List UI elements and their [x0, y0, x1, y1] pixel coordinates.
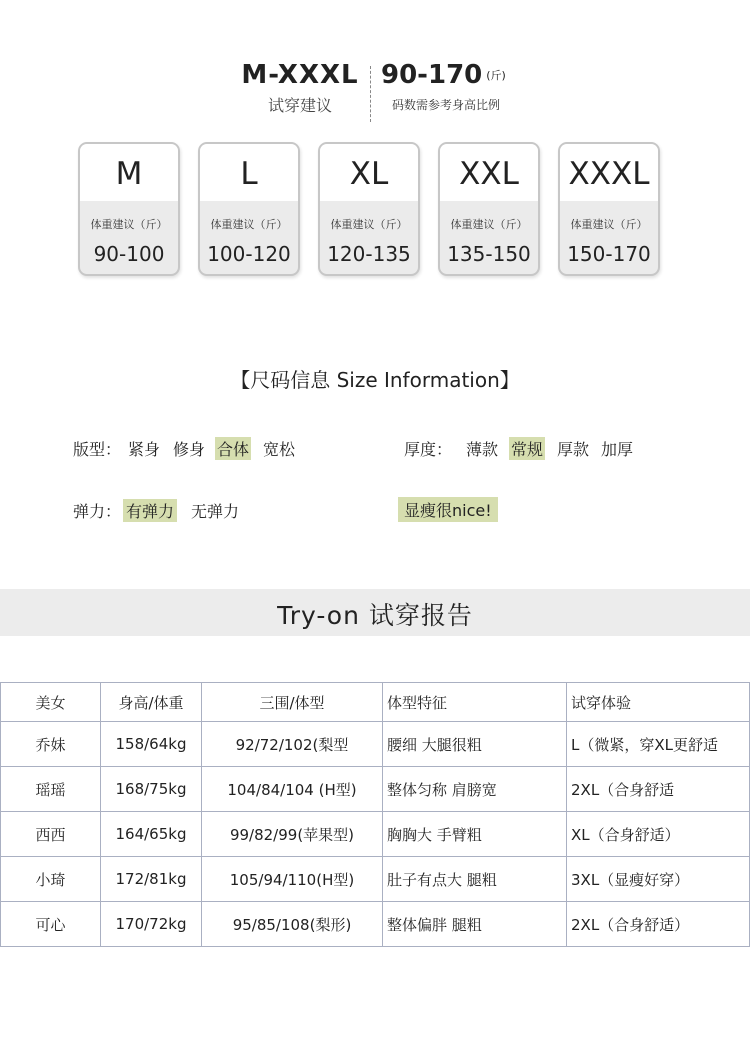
table-cell: 可心 [1, 902, 101, 947]
header-divider [370, 66, 371, 122]
size-card-l [198, 142, 300, 276]
table-cell: 肚子有点大 腿粗 [383, 857, 567, 902]
size-information-title: 【尺码信息 Size Information】 [230, 368, 520, 392]
table-cell: 腰细 大腿很粗 [383, 722, 567, 767]
tryon-table [0, 682, 750, 947]
header-cell: 美女 [1, 683, 101, 722]
card-size-label: L [240, 156, 258, 192]
table-cell: 99/82/99(苹果型) [202, 812, 383, 857]
thickness-label: 厚度： [404, 440, 453, 459]
weight-unit: (斤) [486, 69, 506, 82]
size-range-subtitle: 试穿建议 [267, 96, 332, 115]
table-cell: 乔妹 [1, 722, 101, 767]
thickness-option-thick: 厚款 [557, 440, 590, 459]
tryon-title: Try-on 试穿报告 [277, 601, 473, 630]
table-header-row [1, 683, 750, 722]
card-weight-caption: 体重建议（斤） [570, 218, 648, 231]
table-cell: 92/72/102(梨型 [202, 722, 383, 767]
table-cell: 小琦 [1, 857, 101, 902]
table-cell: 2XL（合身舒适 [567, 767, 750, 812]
table-cell: 西西 [1, 812, 101, 857]
table-cell: L（微紧，穿XL更舒适 [567, 722, 750, 767]
table-cell: 164/65kg [101, 812, 202, 857]
fit-label: 版型： [73, 440, 122, 459]
table-cell: 整体偏胖 腿粗 [383, 902, 567, 947]
table-cell: 瑶瑶 [1, 767, 101, 812]
elastic-option-no-stretch: 无弹力 [191, 502, 240, 521]
elastic-option-stretch-selected: 有弹力 [123, 499, 177, 522]
card-weight-caption: 体重建议（斤） [330, 218, 408, 231]
card-weight-value: 120-135 [327, 242, 411, 266]
card-size-label: XL [349, 156, 389, 192]
size-card-xl [318, 142, 420, 276]
header-cell: 体型特征 [383, 683, 567, 722]
weight-range-title [381, 60, 506, 90]
card-size-label: XXXL [568, 156, 650, 192]
weight-range-value: 90-170 [381, 60, 483, 90]
weight-range-note: 码数需参考身高比例 [392, 98, 501, 112]
thickness-option-thin: 薄款 [466, 440, 499, 459]
card-weight-caption: 体重建议（斤） [90, 218, 168, 231]
table-cell: 2XL（合身舒适） [567, 902, 750, 947]
header-cell: 身高/体重 [101, 683, 202, 722]
table-cell: 105/94/110(H型) [202, 857, 383, 902]
card-weight-value: 100-120 [207, 242, 291, 266]
card-weight-value: 90-100 [93, 242, 165, 266]
fit-option-regular-selected: 合体 [215, 437, 251, 460]
card-size-label: M [115, 156, 143, 192]
thickness-option-extra-thick: 加厚 [601, 440, 634, 459]
table-row [1, 722, 750, 767]
table-row [1, 812, 750, 857]
size-card-xxl [438, 142, 540, 276]
card-size-label: XXL [459, 156, 519, 192]
card-weight-caption: 体重建议（斤） [210, 218, 288, 231]
elastic-label: 弹力： [73, 502, 122, 521]
table-cell: 158/64kg [101, 722, 202, 767]
header-cell: 试穿体验 [567, 683, 750, 722]
card-weight-value: 150-170 [567, 242, 651, 266]
table-row [1, 767, 750, 812]
thickness-option-regular-selected: 常规 [509, 437, 545, 460]
fit-option-slim: 修身 [173, 440, 206, 459]
fit-option-tight: 紧身 [128, 440, 161, 459]
size-card-m [78, 142, 180, 276]
header-cell: 三围/体型 [202, 683, 383, 722]
table-cell: 104/84/104 (H型) [202, 767, 383, 812]
size-card-xxxl [558, 142, 660, 276]
table-row [1, 902, 750, 947]
fit-option-loose: 宽松 [263, 440, 296, 459]
size-range-title: M-XXXL [241, 60, 359, 90]
table-cell: 95/85/108(梨形) [202, 902, 383, 947]
card-weight-caption: 体重建议（斤） [450, 218, 528, 231]
table-cell: 170/72kg [101, 902, 202, 947]
table-cell: 172/81kg [101, 857, 202, 902]
table-cell: 168/75kg [101, 767, 202, 812]
table-cell: 整体匀称 肩膀宽 [383, 767, 567, 812]
table-row [1, 857, 750, 902]
slimming-badge: 显瘦很nice! [398, 497, 498, 522]
card-weight-value: 135-150 [447, 242, 531, 266]
table-cell: 3XL（显瘦好穿） [567, 857, 750, 902]
table-cell: 胸胸大 手臂粗 [383, 812, 567, 857]
table-cell: XL（合身舒适） [567, 812, 750, 857]
